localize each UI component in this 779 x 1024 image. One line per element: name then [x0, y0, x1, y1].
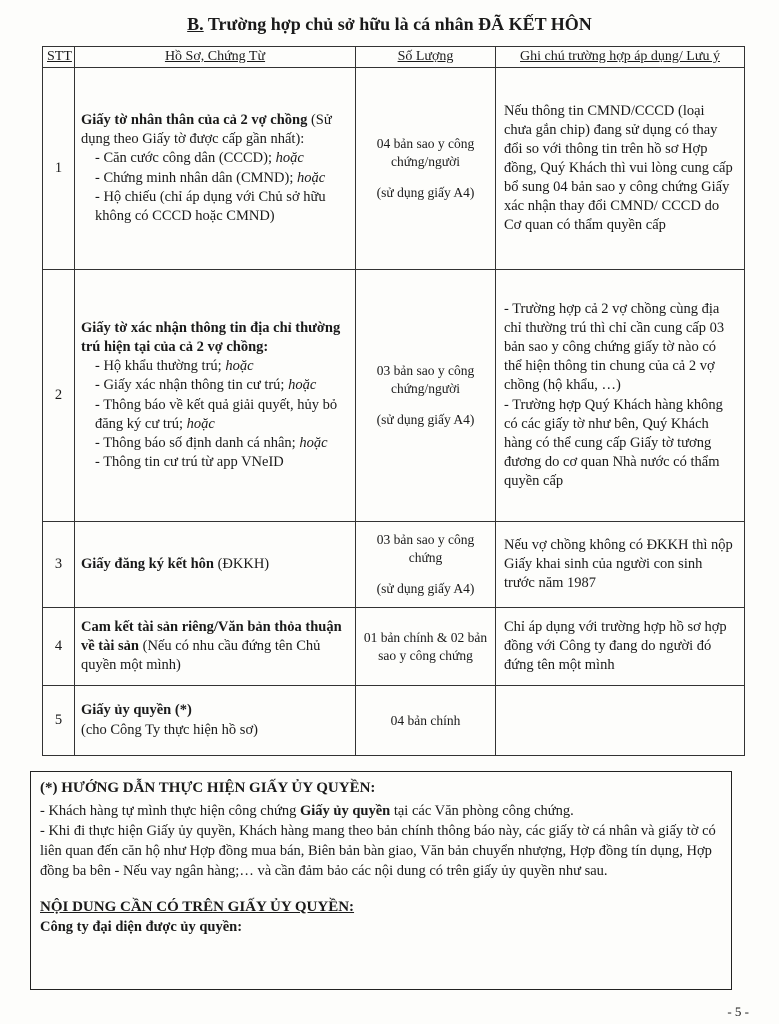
- qty-paper: (sử dụng giấy A4): [376, 185, 475, 201]
- table-row: [43, 270, 745, 522]
- table-row: [43, 522, 745, 608]
- row-doc-title-bold: Cam kết tài sản riêng/Văn bản thỏa thuận về tài sản: [81, 618, 342, 654]
- qty-paper: (sử dụng giấy A4): [376, 581, 475, 597]
- row-doc-title-bold: Giấy tờ xác nhận thông tin địa chỉ thường trú hiện tại của cả 2 vợ chồng:: [81, 320, 341, 356]
- doc-item: [81, 396, 349, 434]
- row-note: [496, 686, 745, 756]
- page-number: - 5 -: [727, 1004, 749, 1019]
- section-title-text: Trường hợp chủ sở hữu là cá nhân ĐÃ KẾT HÔN: [203, 14, 592, 34]
- doc-item-text: - Hộ chiếu (chỉ áp dụng với Chủ sở hữu không có CCCD hoặc CMND): [95, 188, 326, 224]
- row-doc-title-rest: (ĐKKH): [213, 555, 270, 572]
- row-note: Nếu thông tin CMND/CCCD (loại chưa gắn chip) đang sử dụng có thay đổi so với thông tin trên hồ sơ Hợp đồng, Quý Khách thì vui lòng cung cấp bổ sung 04 bản sao y công chứng Giấy xác nhận thay đổi CMND/ CCCD do Cơ quan có thẩm quyền cấp: [496, 68, 745, 270]
- table-row: [43, 68, 745, 270]
- header-notes: Ghi chú trường hợp áp dụng/ Lưu ý: [496, 47, 745, 68]
- row-stt: 1: [43, 68, 75, 270]
- row-documents: [75, 686, 356, 756]
- doc-item-or: hoặc: [225, 358, 254, 375]
- doc-item-text: - Thông tin cư trú từ app VNeID: [95, 453, 284, 470]
- doc-item-text: - Thông báo về kết quả giải quyết, hủy bỏ đăng ký cư trú;: [95, 396, 338, 432]
- guide-p1-tail: tại các Văn phòng công chứng.: [390, 802, 574, 819]
- doc-item: [81, 376, 349, 395]
- row-note: [496, 270, 745, 522]
- row-quantity: 04 bản chính: [356, 686, 496, 756]
- row-doc-title-rest: (cho Công Ty thực hiện hồ sơ): [81, 721, 258, 738]
- note-part-1: - Trường hợp cả 2 vợ chồng cùng địa chỉ thường trú thì chỉ cần cung cấp 03 bản sao y công chứng giấy tờ nào có thể hiện thông tin chung của cả 2 vợ chồng (hộ khẩu, …): [504, 300, 725, 394]
- row-stt: 3: [43, 522, 75, 608]
- doc-item-or: hoặc: [186, 415, 215, 432]
- doc-item-text: - Hộ khẩu thường trú;: [95, 358, 226, 375]
- note-part-2: - Trường hợp Quý Khách hàng không có các giấy tờ như bên, Quý Khách hàng có thể cung cấp Giấy tờ tương đương do cơ quan Nhà nước có thẩm quyền cấp: [504, 396, 723, 489]
- header-documents: Hồ Sơ, Chứng Từ: [75, 47, 356, 68]
- section-letter: B.: [187, 14, 204, 34]
- row-doc-title-rest: (Nếu có nhu cầu đứng tên Chủ quyền một mình): [81, 637, 321, 674]
- guide-paragraph-1: [40, 801, 722, 821]
- row-quantity: [356, 270, 496, 522]
- table-row: [43, 608, 745, 686]
- row-doc-title-bold: Giấy ủy quyền (*): [81, 702, 192, 719]
- row-stt: 5: [43, 686, 75, 756]
- table-header-row: [43, 47, 745, 68]
- qty-main: 03 bản sao y công chứng/người: [376, 362, 475, 396]
- doc-item-text: - Thông báo số định danh cá nhân;: [95, 434, 300, 451]
- row-quantity: 01 bản chính & 02 bản sao y công chứng: [356, 608, 496, 686]
- header-stt: STT: [43, 47, 75, 68]
- row-stt: 2: [43, 270, 75, 522]
- table-row: [43, 686, 745, 756]
- doc-item: [81, 188, 349, 226]
- row-quantity: [356, 522, 496, 608]
- doc-item-text: - Chứng minh nhân dân (CMND);: [95, 169, 297, 186]
- qty-main: 04 bản sao y công chứng/người: [376, 135, 475, 169]
- documents-table: [42, 46, 745, 756]
- doc-item: [81, 149, 349, 168]
- row-doc-title-rest: (Sử dụng theo Giấy tờ được cấp gần nhất):: [81, 112, 332, 148]
- section-title: [0, 14, 779, 35]
- doc-item-text: - Giấy xác nhận thông tin cư trú;: [95, 377, 289, 394]
- row-doc-title-bold: Giấy đăng ký kết hôn: [81, 555, 214, 572]
- row-stt: 4: [43, 608, 75, 686]
- authorization-guide-box: [30, 771, 732, 990]
- row-doc-title: [81, 111, 349, 149]
- doc-item: [81, 453, 349, 472]
- guide-p1-text: - Khách hàng tự mình thực hiện công chứng: [40, 802, 300, 819]
- guide-paragraph-2: - Khi đi thực hiện Giấy ủy quyền, Khách hàng mang theo bản chính thông báo này, các giấy tờ cá nhân và giấy tờ có liên quan đến căn hộ như Hợp đồng mua bán, Biên bản bàn giao, Văn bản chuyển nhượng, Hợp đồng tín dụng, Hợp đồng ba bên - Nếu vay ngân hàng;… và cần đảm bảo các nội dung có trên giấy ủy quyền như sau.: [40, 822, 716, 879]
- qty-paper: (sử dụng giấy A4): [376, 412, 475, 428]
- guide-representative-line: Công ty đại diện được ủy quyền:: [40, 919, 243, 936]
- doc-item: [81, 434, 349, 453]
- guide-content-heading: NỘI DUNG CẦN CÓ TRÊN GIẤY ỦY QUYỀN:: [40, 898, 355, 915]
- doc-item-or: hoặc: [275, 150, 304, 167]
- qty-main: 03 bản sao y công chứng: [376, 531, 475, 565]
- row-doc-title-bold: Giấy tờ nhân thân của cả 2 vợ chồng: [81, 112, 308, 129]
- row-documents: [75, 522, 356, 608]
- doc-item-text: - Căn cước công dân (CCCD);: [95, 150, 276, 167]
- row-documents: [75, 270, 356, 522]
- row-documents: [75, 608, 356, 686]
- row-quantity: [356, 68, 496, 270]
- doc-item-or: hoặc: [288, 377, 317, 394]
- row-documents: [75, 68, 356, 270]
- guide-p1-bold: Giấy ủy quyền: [299, 802, 391, 819]
- doc-item-or: hoặc: [299, 434, 328, 451]
- doc-item: [81, 357, 349, 376]
- guide-heading: (*) HƯỚNG DẪN THỰC HIỆN GIẤY ỦY QUYỀN:: [40, 780, 376, 796]
- row-note: Nếu vợ chồng không có ĐKKH thì nộp Giấy khai sinh của người con sinh trước năm 1987: [496, 522, 745, 608]
- header-quantity: Số Lượng: [356, 47, 496, 68]
- row-note: Chỉ áp dụng với trường hợp hồ sơ hợp đồng với Công ty đang do người đó đứng tên một mình: [496, 608, 745, 686]
- doc-item-or: hoặc: [296, 169, 326, 186]
- doc-item: [81, 169, 349, 188]
